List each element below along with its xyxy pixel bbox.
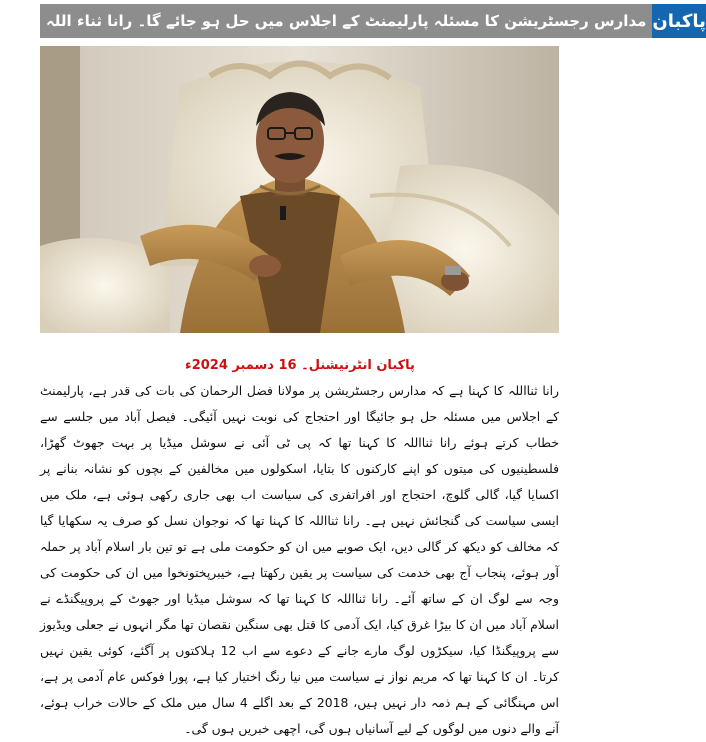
headline: مدارس رجسٹریشن کا مسئلہ پارلیمنٹ کے اجلاس میں حل ہو جائے گا۔ رانا ثناء اللہ	[40, 4, 652, 38]
article-header	[40, 4, 706, 38]
dateline: پاکبان انٹرنیشنل۔ 16 دسمبر 2024ء	[185, 358, 415, 373]
article-body: رانا ثنااللہ کا کہنا ہے کہ مدارس رجسٹریشن پر مولانا فضل الرحمان کی بات کی قدر ہے، پارلیمنٹ کے اجلاس میں مسئلہ حل ہو جائیگا اور احتجاج کی نوبت نہیں آئیگی۔ فیصل آباد میں جلسے سے خطاب کرتے ہوئے رانا ثنااللہ کا کہنا تھا کہ پی ٹی آئی نے سوشل میڈیا پر بہت جھوٹ گھڑا، فلسطینیوں کی میتوں کو اپنے کارکنوں کا بتایا، اسکولوں میں مخالفین کے بچوں کو نشانہ بنانے پر اکسایا گیا، گالی گلوچ، احتجاج اور افراتفری کی سیاست اب بھی جاری رکھی ہوئی ہے، ملک میں ایسی سیاست کی گنجائش نہیں ہے۔ رانا ثنااللہ کا کہنا تھا کہ نوجوان نسل کو صرف یہ سکھایا گیا کہ مخالف کو دیکھ کر گالی دیں، ایک صوبے میں ان کو حکومت ملی ہے تو تین بار اسلام آباد پر حملہ آور ہوئے، پنجاب آج بھی خدمت کی سیاست پر یقین رکھتا ہے، خیبرپختونخوا میں ان کی حکومت کی وجہ سے لوگ ان کے ساتھ آئے۔ رانا ثنااللہ کا کہنا تھا کہ سوشل میڈیا اور جھوٹ کے پروپیگنڈے نے اسلام آباد میں ان کا بیڑا غرق کیا، ایک آدمی کا قتل بھی سنگین نقصان تھا مگر انہوں نے جعلی ویڈیوز سے پروپیگنڈا کیا، سیکڑوں لوگ مارے جانے کے دعوے سے اب 12 ہلاکتوں پر آگئے، کوئی یقین نہیں کرتا۔ ان کا کہنا تھا کہ مریم نواز نے سیاست میں نیا رنگ اختیار کیا ہے، پورا فوکس عام آدمی پر ہے، اس مہنگائی کے ہم ذمہ دار نہیں ہیں، 2018 کے بعد اگلے 4 سال میں ملک کے حالات خراب ہوئے، آنے والے دنوں میں لوگوں کے لیے آسانیاں ہوں گی، اچھی خبریں ہوں گی۔	[40, 383, 559, 736]
portrait-illustration	[40, 46, 559, 333]
brand-logo: پاکبان	[652, 4, 705, 38]
article-photo	[40, 46, 559, 333]
